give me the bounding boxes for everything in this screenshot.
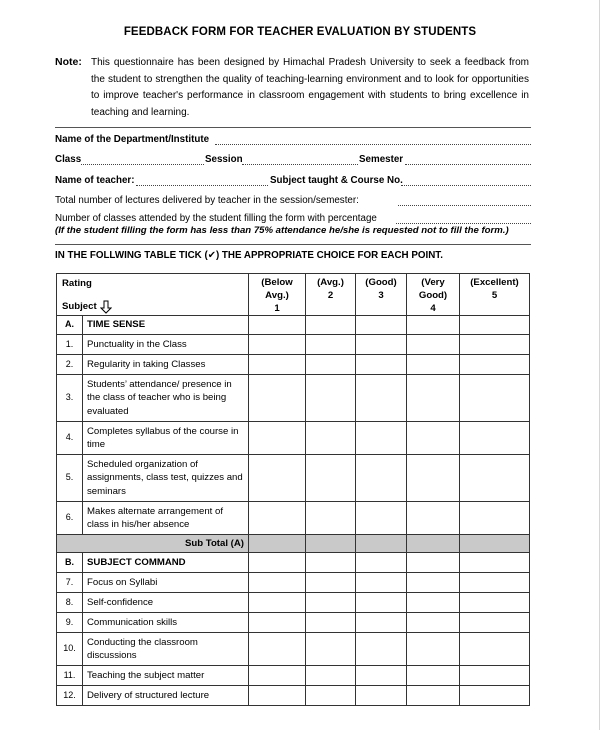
section-title: TIME SENSE xyxy=(83,316,249,335)
attended-input-line[interactable] xyxy=(396,223,531,224)
row-number: 7. xyxy=(57,573,83,593)
rating-cell[interactable] xyxy=(306,422,356,455)
rating-col-1: (Below Avg.) 1 xyxy=(249,274,306,316)
table-row xyxy=(57,375,530,422)
table-row xyxy=(57,686,530,706)
rating-col-2: (Avg.) 2 xyxy=(306,274,356,316)
rating-cell[interactable] xyxy=(460,335,530,355)
rating-cell[interactable] xyxy=(306,502,356,535)
rating-cell[interactable] xyxy=(249,613,306,633)
rating-cell[interactable] xyxy=(356,335,407,355)
rating-cell[interactable] xyxy=(407,573,460,593)
row-criterion: Conducting the classroom discussions xyxy=(83,633,249,666)
form-title: FEEDBACK FORM FOR TEACHER EVALUATION BY STUDENTS xyxy=(123,26,477,38)
subtotal-row xyxy=(57,535,530,553)
row-criterion: Self-confidence xyxy=(83,593,249,613)
rating-cell[interactable] xyxy=(249,686,306,706)
rating-cell[interactable] xyxy=(249,375,306,422)
down-arrow-icon xyxy=(100,300,112,314)
rating-cell[interactable] xyxy=(460,355,530,375)
note-text: This questionnaire has been designed by Himachal Pradesh University to seek a feedback from the student to strengthen the quality of teaching-learning environment and to look for opportunities to improve teacher's performance in classroom engagement with students to bring excellence in teaching and learning. xyxy=(91,57,529,118)
row-number: 1. xyxy=(57,335,83,355)
rating-cell[interactable] xyxy=(249,502,306,535)
rating-cell[interactable] xyxy=(306,335,356,355)
rating-cell[interactable] xyxy=(460,686,530,706)
session-input-line[interactable] xyxy=(242,164,358,165)
section-row xyxy=(57,316,530,335)
row-number: 5. xyxy=(57,455,83,502)
note-label: Note: xyxy=(55,56,82,68)
table-row xyxy=(57,335,530,355)
teacher-input-line[interactable] xyxy=(136,185,268,186)
rating-cell[interactable] xyxy=(249,666,306,686)
subtotal-cell[interactable] xyxy=(407,535,460,553)
rating-subject-header xyxy=(57,274,249,316)
rating-cell[interactable] xyxy=(460,593,530,613)
row-number: 8. xyxy=(57,593,83,613)
rating-col-4: (Very Good) 4 xyxy=(407,274,460,316)
row-criterion: Completes syllabus of the course in time xyxy=(83,422,249,455)
rating-cell[interactable] xyxy=(249,633,306,666)
teacher-label: Name of teacher: xyxy=(55,175,135,186)
section-id: A. xyxy=(57,316,83,335)
rating-cell[interactable] xyxy=(356,502,407,535)
table-row xyxy=(57,422,530,455)
class-input-line[interactable] xyxy=(81,164,204,165)
row-criterion: Regularity in taking Classes xyxy=(83,355,249,375)
rating-cell[interactable] xyxy=(249,573,306,593)
row-criterion: Punctuality in the Class xyxy=(83,335,249,355)
rating-cell[interactable] xyxy=(460,573,530,593)
row-criterion: Communication skills xyxy=(83,613,249,633)
subtotal-label: Sub Total (A) xyxy=(57,535,249,553)
rating-cell[interactable] xyxy=(249,593,306,613)
row-number: 6. xyxy=(57,502,83,535)
department-label: Name of the Department/Institute xyxy=(55,134,210,145)
table-row xyxy=(57,593,530,613)
total-lectures-label: Total number of lectures delivered by teacher in the session/semester: xyxy=(55,195,359,206)
total-lectures-input-line[interactable] xyxy=(398,205,531,206)
rating-cell[interactable] xyxy=(306,375,356,422)
rating-cell[interactable] xyxy=(249,422,306,455)
department-input-line[interactable] xyxy=(215,144,531,145)
rating-cell[interactable] xyxy=(306,666,356,686)
rating-cell[interactable] xyxy=(407,633,460,666)
row-number: 4. xyxy=(57,422,83,455)
row-number: 10. xyxy=(57,633,83,666)
subtotal-cell[interactable] xyxy=(249,535,306,553)
rating-cell[interactable] xyxy=(306,593,356,613)
row-criterion: Teaching the subject matter xyxy=(83,666,249,686)
rating-cell[interactable] xyxy=(356,422,407,455)
rating-cell[interactable] xyxy=(407,502,460,535)
rating-cell[interactable] xyxy=(407,422,460,455)
rating-cell[interactable] xyxy=(407,686,460,706)
rating-cell[interactable] xyxy=(407,613,460,633)
rating-cell[interactable] xyxy=(356,633,407,666)
section-row xyxy=(57,553,530,573)
rating-cell[interactable] xyxy=(407,335,460,355)
rating-cell[interactable] xyxy=(407,355,460,375)
rating-cell[interactable] xyxy=(306,686,356,706)
row-criterion: Focus on Syllabi xyxy=(83,573,249,593)
rating-cell[interactable] xyxy=(306,633,356,666)
rating-cell[interactable] xyxy=(356,455,407,502)
rating-cell[interactable] xyxy=(460,375,530,422)
subject-course-label: Subject taught & Course No. xyxy=(270,175,403,186)
row-number: 11. xyxy=(57,666,83,686)
rating-cell[interactable] xyxy=(460,502,530,535)
rating-cell[interactable] xyxy=(356,666,407,686)
rating-cell[interactable] xyxy=(407,593,460,613)
row-number: 9. xyxy=(57,613,83,633)
table-row xyxy=(57,355,530,375)
row-criterion: Students’ attendance/ presence in the class of teacher who is being evaluated xyxy=(83,375,249,422)
divider-line xyxy=(55,127,531,128)
table-header-row xyxy=(57,274,530,316)
rating-cell[interactable] xyxy=(306,613,356,633)
rating-cell[interactable] xyxy=(249,335,306,355)
table-row xyxy=(57,633,530,666)
table-instruction: IN THE FOLLWING TABLE TICK (✔) THE APPROPRIATE CHOICE FOR EACH POINT. xyxy=(55,250,443,261)
rating-cell[interactable] xyxy=(306,573,356,593)
semester-input-line[interactable] xyxy=(405,164,531,165)
subtotal-cell[interactable] xyxy=(356,535,407,553)
rating-cell[interactable] xyxy=(460,455,530,502)
rating-cell[interactable] xyxy=(407,666,460,686)
rating-cell[interactable] xyxy=(356,593,407,613)
evaluation-table xyxy=(56,273,530,706)
attended-label: Number of classes attended by the student filling the form with percentage xyxy=(55,213,377,224)
row-number: 3. xyxy=(57,375,83,422)
rating-cell[interactable] xyxy=(407,455,460,502)
row-criterion: Scheduled organization of assignments, class test, quizzes and seminars xyxy=(83,455,249,502)
rating-cell[interactable] xyxy=(356,355,407,375)
subtotal-cell[interactable] xyxy=(306,535,356,553)
subtotal-cell[interactable] xyxy=(460,535,530,553)
rating-label: Rating xyxy=(62,278,92,289)
rating-col-3: (Good) 3 xyxy=(356,274,407,316)
section-title: SUBJECT COMMAND xyxy=(83,553,249,573)
rating-cell[interactable] xyxy=(460,422,530,455)
rating-cell[interactable] xyxy=(356,686,407,706)
divider-line xyxy=(55,244,531,245)
rating-cell[interactable] xyxy=(356,573,407,593)
row-number: 2. xyxy=(57,355,83,375)
rating-cell[interactable] xyxy=(249,355,306,375)
table-row xyxy=(57,613,530,633)
rating-cell[interactable] xyxy=(460,666,530,686)
rating-cell[interactable] xyxy=(407,375,460,422)
rating-cell[interactable] xyxy=(306,455,356,502)
rating-cell[interactable] xyxy=(249,455,306,502)
rating-cell[interactable] xyxy=(356,613,407,633)
subject-label: Subject xyxy=(62,300,97,312)
table-row xyxy=(57,455,530,502)
rating-col-5: (Excellent) 5 xyxy=(460,274,530,316)
semester-label: Semester xyxy=(359,154,404,165)
rating-cell[interactable] xyxy=(306,355,356,375)
section-id: B. xyxy=(57,553,83,573)
rating-cell[interactable] xyxy=(460,633,530,666)
table-row xyxy=(57,573,530,593)
class-label: Class xyxy=(55,154,82,165)
rating-cell[interactable] xyxy=(460,613,530,633)
rating-cell[interactable] xyxy=(356,375,407,422)
session-label: Session xyxy=(205,154,243,165)
table-row xyxy=(57,502,530,535)
subject-course-input-line[interactable] xyxy=(401,185,531,186)
row-criterion: Delivery of structured lecture xyxy=(83,686,249,706)
table-row xyxy=(57,666,530,686)
attendance-note: (If the student filling the form has less than 75% attendance he/she is requested not to fill the form.) xyxy=(55,225,509,236)
row-criterion: Makes alternate arrangement of class in his/her absence xyxy=(83,502,249,535)
row-number: 12. xyxy=(57,686,83,706)
